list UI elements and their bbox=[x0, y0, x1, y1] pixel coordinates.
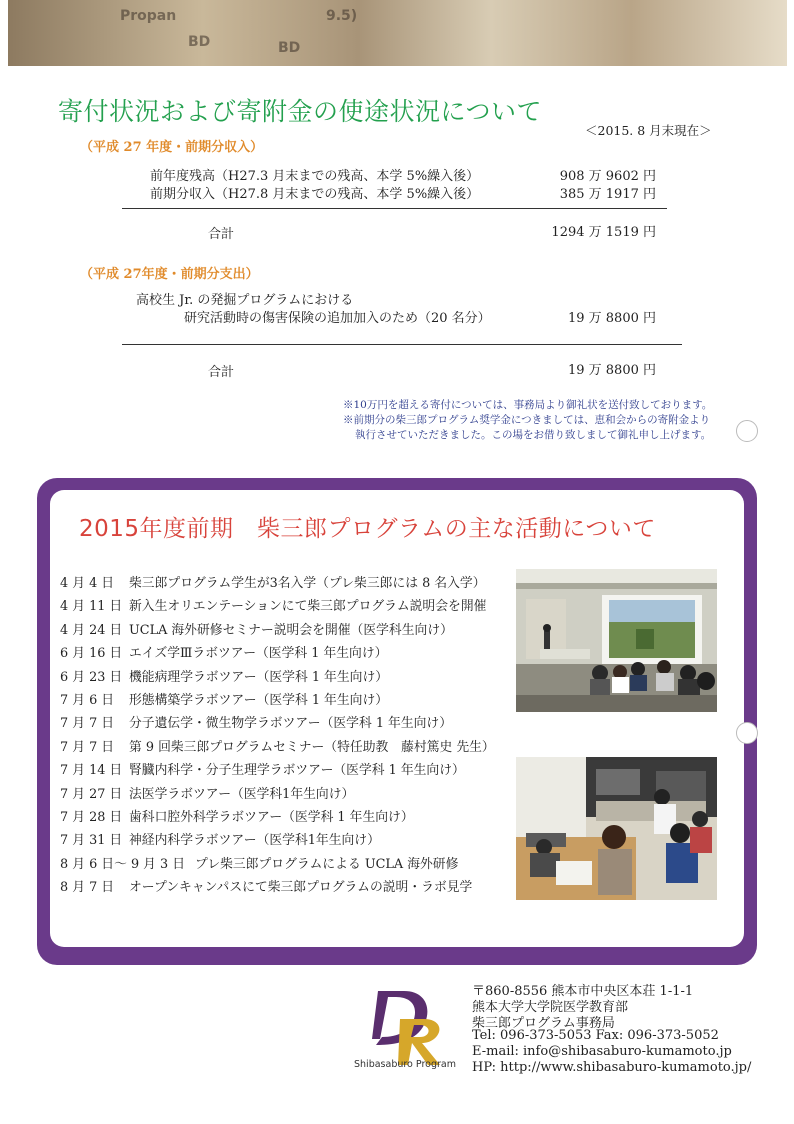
income-item-amount: 385 万 1917 円 bbox=[559, 187, 656, 202]
activity-date: 7 月 27 日 bbox=[60, 786, 123, 802]
activity-row bbox=[60, 829, 380, 848]
income-item-label: 前年度残高（H27.3 月末までの残高、本学 5%繰入後） bbox=[150, 169, 480, 184]
activity-date: 6 月 16 日 bbox=[60, 646, 123, 662]
activity-text: 新入生オリエンテーションにて柴三郎プログラム説明会を開催 bbox=[129, 599, 487, 615]
activity-row bbox=[60, 572, 486, 591]
email-link[interactable]: E-mail: info@shibasaburo-kumamoto.jp bbox=[472, 1044, 732, 1059]
activity-row bbox=[60, 642, 387, 661]
activity-date: 8 月 6 日～ 9 月 3 日 bbox=[60, 856, 186, 872]
expense-total-amount: 19 万 8800 円 bbox=[567, 363, 656, 378]
activity-date: 6 月 23 日 bbox=[60, 669, 123, 685]
activity-text: オープンキャンパスにて柴三郎プログラムの説明・ラボ見学 bbox=[129, 880, 473, 896]
activity-date: 4 月 24 日 bbox=[60, 622, 123, 638]
activity-text: 歯科口腔外科学ラボツアー（医学科 1 年生向け） bbox=[129, 810, 414, 825]
lecture-photo-image bbox=[516, 569, 717, 712]
activities-title: 2015年度前期 柴三郎プログラムの主な活動について bbox=[79, 516, 656, 542]
phone-fax: Tel: 096-373-5053 Fax: 096-373-5052 bbox=[472, 1028, 719, 1043]
punch-hole bbox=[736, 420, 758, 442]
income-item-label: 前期分収入（H27.8 月末までの残高、本学 5%繰入後） bbox=[150, 187, 480, 202]
banner-text: BD bbox=[188, 34, 211, 50]
activity-date: 4 月 11 日 bbox=[60, 599, 123, 615]
activity-row bbox=[60, 595, 486, 614]
income-total-amount: 1294 万 1519 円 bbox=[551, 225, 656, 240]
office-name: 柴三郎プログラム事務局 bbox=[472, 1016, 615, 1031]
expense-heading: （平成 27年度・前期分支出） bbox=[80, 267, 259, 282]
expense-item-line2: 研究活動時の傷害保険の追加加入のため（20 名分） bbox=[184, 311, 491, 326]
activity-row bbox=[60, 876, 472, 895]
activity-row bbox=[60, 666, 388, 685]
note-line: ※前期分の柴三郎プログラム奨学金につきましては、恵和会からの寄附金より bbox=[343, 414, 711, 426]
expense-item-line1: 高校生 Jr. の発掘プログラムにおける bbox=[136, 293, 354, 308]
activity-date: 7 月 14 日 bbox=[60, 763, 123, 779]
note-line: ※10万円を超える寄付については、事務局より御礼状を送付致しております。 bbox=[343, 399, 713, 411]
income-heading: （平成 27 年度・前期分収入） bbox=[80, 140, 264, 155]
lecture-photo bbox=[516, 569, 717, 712]
activity-date: 7 月 7 日 bbox=[60, 716, 115, 732]
activity-text: 柴三郎プログラム学生が3名入学（プレ柴三郎には 8 名入学） bbox=[129, 576, 486, 591]
activity-row bbox=[60, 619, 453, 638]
shibasaburo-logo bbox=[354, 985, 460, 1075]
divider bbox=[122, 344, 682, 345]
activity-row bbox=[60, 689, 388, 708]
postal-address: 〒860-8556 熊本市中央区本荘 1-1-1 bbox=[472, 984, 694, 999]
banner-text: BD bbox=[278, 40, 301, 56]
page-title: 寄付状況および寄附金の使途状況について bbox=[58, 97, 543, 126]
activity-date: 7 月 28 日 bbox=[60, 810, 123, 825]
activity-row bbox=[60, 853, 458, 872]
activity-row bbox=[60, 736, 495, 755]
activity-row bbox=[60, 806, 414, 825]
lab-photo-image bbox=[516, 757, 717, 900]
income-total-label: 合計 bbox=[208, 227, 235, 242]
note-line: 執行させていただきました。この場をお借り致しまして御礼申し上げます。 bbox=[355, 429, 712, 441]
activity-date: 7 月 31 日 bbox=[60, 833, 123, 849]
header-photo-banner bbox=[8, 0, 787, 66]
activity-text: 機能病理学ラボツアー（医学科 1 年生向け） bbox=[129, 669, 389, 685]
activity-date: 4 月 4 日 bbox=[60, 576, 115, 591]
divider bbox=[122, 208, 667, 209]
logo-caption: Shibasaburo Program bbox=[354, 1059, 456, 1070]
banner-text: 9.5) bbox=[326, 8, 358, 24]
activity-date: 7 月 7 日 bbox=[60, 739, 115, 755]
organization-name: 熊本大学大学院医学教育部 bbox=[472, 1000, 629, 1015]
income-item-amount: 908 万 9602 円 bbox=[559, 169, 656, 184]
activity-text: 分子遺伝学・微生物学ラボツアー（医学科 1 年生向け） bbox=[129, 716, 453, 732]
activity-row bbox=[60, 712, 452, 731]
activity-text: エイズ学Ⅲラボツアー（医学科 1 年生向け） bbox=[129, 646, 388, 662]
activity-text: UCLA 海外研修セミナー説明会を開催（医学科生向け） bbox=[129, 622, 453, 638]
expense-item-amount: 19 万 8800 円 bbox=[567, 311, 656, 326]
banner-text: Propan bbox=[120, 8, 177, 24]
punch-hole bbox=[736, 722, 758, 744]
activity-row bbox=[60, 783, 354, 802]
activity-text: 神経内科学ラボツアー（医学科1年生向け） bbox=[129, 833, 380, 849]
activity-text: プレ柴三郎プログラムによる UCLA 海外研修 bbox=[195, 856, 459, 872]
activity-date: 8 月 7 日 bbox=[60, 880, 115, 896]
homepage-link[interactable]: HP: http://www.shibasaburo-kumamoto.jp/ bbox=[472, 1060, 752, 1075]
activity-row bbox=[60, 759, 465, 778]
as-of-date: ＜2015. 8 月末現在＞ bbox=[585, 123, 712, 138]
expense-total-label: 合計 bbox=[208, 365, 235, 380]
activity-text: 腎臓内科学・分子生理学ラボツアー（医学科 1 年生向け） bbox=[129, 763, 465, 779]
activity-date: 7 月 6 日 bbox=[60, 693, 115, 708]
activity-text: 第 9 回柴三郎プログラムセミナー（特任助教 藤村篤史 先生） bbox=[129, 739, 495, 755]
lab-photo bbox=[516, 757, 717, 900]
activity-text: 法医学ラボツアー（医学科1年生向け） bbox=[129, 786, 355, 802]
activity-text: 形態構築学ラボツアー（医学科 1 年生向け） bbox=[129, 693, 389, 708]
